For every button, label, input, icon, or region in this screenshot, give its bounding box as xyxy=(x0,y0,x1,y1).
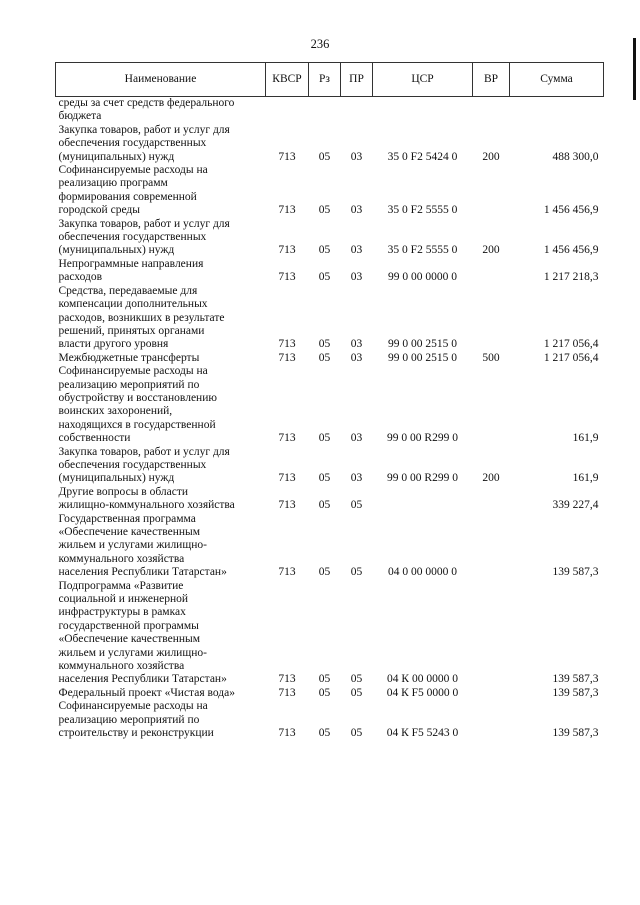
header-vr: ВР xyxy=(473,63,510,97)
cell-rz: 05 xyxy=(318,150,331,163)
cell-pr: 03 xyxy=(350,271,363,284)
cell-rz: 05 xyxy=(318,673,331,686)
cell-vr xyxy=(473,687,510,700)
cell-pr: 05 xyxy=(350,686,363,699)
cell-name-line: инфраструктуры в рамках xyxy=(58,606,186,619)
cell-name-line: городской среды xyxy=(58,204,140,217)
cell-csr: 99 0 00 0000 0 xyxy=(388,271,457,284)
cell-sum: 1 217 056,4 xyxy=(543,338,599,351)
cell-name-line: бюджета xyxy=(58,110,102,123)
cell-csr: 04 К F5 0000 0 xyxy=(386,686,459,699)
cell-vr: 200 xyxy=(482,472,500,485)
cell-name-line: обеспечения государственных xyxy=(58,231,207,244)
cell-rz: 05 xyxy=(318,244,331,257)
table-row xyxy=(56,164,604,218)
cell-pr: 03 xyxy=(350,351,363,364)
cell-kvsr: 713 xyxy=(278,204,296,217)
cell-kvsr: 713 xyxy=(278,432,296,445)
cell-name-line: Межбюджетные трансферты xyxy=(58,351,200,364)
header-pr: ПР xyxy=(341,63,373,97)
cell-name-line: Подпрограмма «Развитие xyxy=(58,579,184,592)
table-row xyxy=(56,446,604,486)
cell-name-line: Федеральный проект «Чистая вода» xyxy=(58,686,235,699)
cell-kvsr: 713 xyxy=(278,244,296,257)
table-row xyxy=(56,218,604,258)
cell-name-line: обеспечения государственных xyxy=(58,458,207,471)
table-row xyxy=(56,580,604,687)
cell-name-line: реализацию программ xyxy=(58,177,168,190)
header-name: Наименование xyxy=(56,63,266,97)
cell-rz: 05 xyxy=(318,727,331,740)
cell-name-line: государственной программы xyxy=(58,619,199,632)
cell-csr xyxy=(373,486,473,513)
cell-kvsr: 713 xyxy=(278,673,296,686)
cell-vr xyxy=(473,365,510,445)
cell-name xyxy=(56,164,266,218)
cell-name-line: (муниципальных) нужд xyxy=(58,244,175,257)
cell-name-line: обустройству и восстановлению xyxy=(58,391,217,404)
cell-name xyxy=(56,446,266,486)
page-edge-mark xyxy=(633,38,636,100)
cell-name-line: жилищно-коммунального хозяйства xyxy=(58,499,235,512)
table-row xyxy=(56,513,604,580)
cell-name-line: собственности xyxy=(58,432,131,445)
cell-name-line: (муниципальных) нужд xyxy=(58,150,175,163)
cell-rz: 05 xyxy=(318,338,331,351)
cell-rz: 05 xyxy=(318,204,331,217)
cell-pr: 05 xyxy=(350,499,363,512)
cell-name-line: коммунального хозяйства xyxy=(58,552,185,565)
cell-name xyxy=(56,486,266,513)
cell-pr: 03 xyxy=(350,338,363,351)
cell-sum: 1 456 456,9 xyxy=(543,204,599,217)
cell-name xyxy=(56,97,266,124)
cell-name-line: Закупка товаров, работ и услуг для xyxy=(58,445,230,458)
cell-name-line: (муниципальных) нужд xyxy=(58,472,175,485)
table-row xyxy=(56,486,604,513)
cell-sum: 1 217 218,3 xyxy=(543,271,599,284)
cell-rz: 05 xyxy=(318,432,331,445)
cell-name-line: «Обеспечение качественным xyxy=(58,633,201,646)
cell-name-line: Софинансируемые расходы на xyxy=(58,700,208,713)
cell-vr: 500 xyxy=(482,351,500,364)
cell-vr xyxy=(473,97,510,124)
cell-vr xyxy=(473,700,510,740)
cell-pr: 03 xyxy=(350,244,363,257)
cell-csr: 35 0 F2 5555 0 xyxy=(387,204,458,217)
cell-name-line: строительству и реконструкции xyxy=(58,727,214,740)
cell-name-line: населения Республики Татарстан» xyxy=(58,673,227,686)
cell-csr: 99 0 00 R299 0 xyxy=(387,432,458,445)
header-rz: Рз xyxy=(309,63,341,97)
cell-name-line: коммунального хозяйства xyxy=(58,660,185,673)
cell-pr: 03 xyxy=(350,150,363,163)
cell-rz: 05 xyxy=(318,472,331,485)
cell-name-line: среды за счет средств федерального xyxy=(58,97,235,109)
cell-name xyxy=(56,513,266,580)
cell-sum: 139 587,3 xyxy=(552,673,599,686)
cell-sum: 139 587,3 xyxy=(552,686,599,699)
cell-vr xyxy=(473,285,510,352)
cell-sum: 161,9 xyxy=(572,472,599,485)
cell-csr: 99 0 00 2515 0 xyxy=(388,351,457,364)
table-row xyxy=(56,124,604,164)
cell-name-line: реализацию мероприятий по xyxy=(58,713,200,726)
cell-pr: 03 xyxy=(350,204,363,217)
cell-name-line: решений, принятых органами xyxy=(58,324,205,337)
cell-csr: 04 К F5 5243 0 xyxy=(386,727,459,740)
cell-csr: 35 0 F2 5555 0 xyxy=(387,244,458,257)
cell-kvsr: 713 xyxy=(278,351,296,364)
cell-name-line: Другие вопросы в области xyxy=(58,485,189,498)
cell-sum: 139 587,3 xyxy=(552,727,599,740)
cell-name-line: власти другого уровня xyxy=(58,338,169,351)
table-row xyxy=(56,97,604,124)
cell-rz xyxy=(309,97,341,124)
cell-sum xyxy=(510,97,604,124)
cell-name xyxy=(56,365,266,445)
cell-csr: 04 К 00 0000 0 xyxy=(387,673,458,686)
cell-name xyxy=(56,352,266,365)
cell-name-line: жильем и услугами жилищно- xyxy=(58,539,207,552)
cell-name xyxy=(56,700,266,740)
cell-vr: 200 xyxy=(482,150,500,163)
cell-name xyxy=(56,687,266,700)
cell-csr: 99 0 00 2515 0 xyxy=(388,338,457,351)
cell-rz: 05 xyxy=(318,686,331,699)
cell-name-line: Закупка товаров, работ и услуг для xyxy=(58,123,230,136)
cell-csr: 04 0 00 0000 0 xyxy=(388,566,457,579)
cell-sum: 1 456 456,9 xyxy=(543,244,599,257)
cell-sum: 139 587,3 xyxy=(552,566,599,579)
cell-name-line: Непрограммные направления xyxy=(58,257,204,270)
cell-pr xyxy=(341,97,373,124)
cell-name-line: Закупка товаров, работ и услуг для xyxy=(58,217,230,230)
table-header-row xyxy=(56,63,604,97)
cell-name-line: компенсации дополнительных xyxy=(58,298,208,311)
cell-name-line: населения Республики Татарстан» xyxy=(58,566,227,579)
cell-vr: 200 xyxy=(482,244,500,257)
cell-kvsr xyxy=(266,97,309,124)
cell-name-line: социальной и инженерной xyxy=(58,593,189,606)
budget-table xyxy=(55,62,604,741)
cell-kvsr: 713 xyxy=(278,727,296,740)
cell-pr: 03 xyxy=(350,472,363,485)
cell-sum: 161,9 xyxy=(572,432,599,445)
cell-name-line: обеспечения государственных xyxy=(58,137,207,150)
cell-name-line: «Обеспечение качественным xyxy=(58,526,201,538)
cell-name-line: реализацию мероприятий по xyxy=(58,378,200,391)
cell-name xyxy=(56,580,266,687)
cell-kvsr: 713 xyxy=(278,150,296,163)
cell-name-line: Софинансируемые расходы на xyxy=(58,365,208,378)
cell-kvsr: 713 xyxy=(278,472,296,485)
table-row xyxy=(56,285,604,352)
cell-name xyxy=(56,285,266,352)
cell-sum: 339 227,4 xyxy=(552,499,599,512)
table-row xyxy=(56,700,604,740)
page-number: 236 xyxy=(310,37,330,51)
cell-pr: 05 xyxy=(350,727,363,740)
cell-name-line: формирования современной xyxy=(58,190,197,203)
cell-pr: 03 xyxy=(350,432,363,445)
cell-vr xyxy=(473,486,510,513)
cell-kvsr: 713 xyxy=(278,566,296,579)
cell-vr xyxy=(473,164,510,218)
cell-name xyxy=(56,218,266,258)
cell-rz: 05 xyxy=(318,271,331,284)
cell-csr: 35 0 F2 5424 0 xyxy=(387,150,458,163)
cell-rz: 05 xyxy=(318,566,331,579)
cell-name-line: жильем и услугами жилищно- xyxy=(58,646,207,659)
table-row xyxy=(56,687,604,700)
cell-name xyxy=(56,124,266,164)
cell-name-line: Государственная программа xyxy=(58,512,196,525)
cell-rz: 05 xyxy=(318,351,331,364)
cell-vr xyxy=(473,258,510,285)
cell-kvsr: 713 xyxy=(278,338,296,351)
cell-pr: 05 xyxy=(350,566,363,579)
cell-pr: 05 xyxy=(350,673,363,686)
cell-csr: 99 0 00 R299 0 xyxy=(387,472,458,485)
cell-vr xyxy=(473,580,510,687)
cell-name-line: находящихся в государственной xyxy=(58,418,216,431)
table-row xyxy=(56,365,604,445)
header-sum: Сумма xyxy=(510,63,604,97)
cell-name-line: Софинансируемые расходы на xyxy=(58,164,208,177)
cell-name xyxy=(56,258,266,285)
cell-sum: 488 300,0 xyxy=(552,150,599,163)
cell-name-line: Средства, передаваемые для xyxy=(58,284,198,297)
header-csr: ЦСР xyxy=(373,63,473,97)
cell-kvsr: 713 xyxy=(278,271,296,284)
header-kvsr: КВСР xyxy=(266,63,309,97)
cell-csr xyxy=(373,97,473,124)
cell-kvsr: 713 xyxy=(278,499,296,512)
cell-rz: 05 xyxy=(318,499,331,512)
table-row xyxy=(56,352,604,365)
cell-vr xyxy=(473,513,510,580)
cell-name-line: расходов xyxy=(58,271,103,284)
cell-sum: 1 217 056,4 xyxy=(543,351,599,364)
cell-name-line: воинских захоронений, xyxy=(58,405,173,418)
table-row xyxy=(56,258,604,285)
cell-name-line: расходов, возникших в результате xyxy=(58,311,225,324)
cell-kvsr: 713 xyxy=(278,686,296,699)
